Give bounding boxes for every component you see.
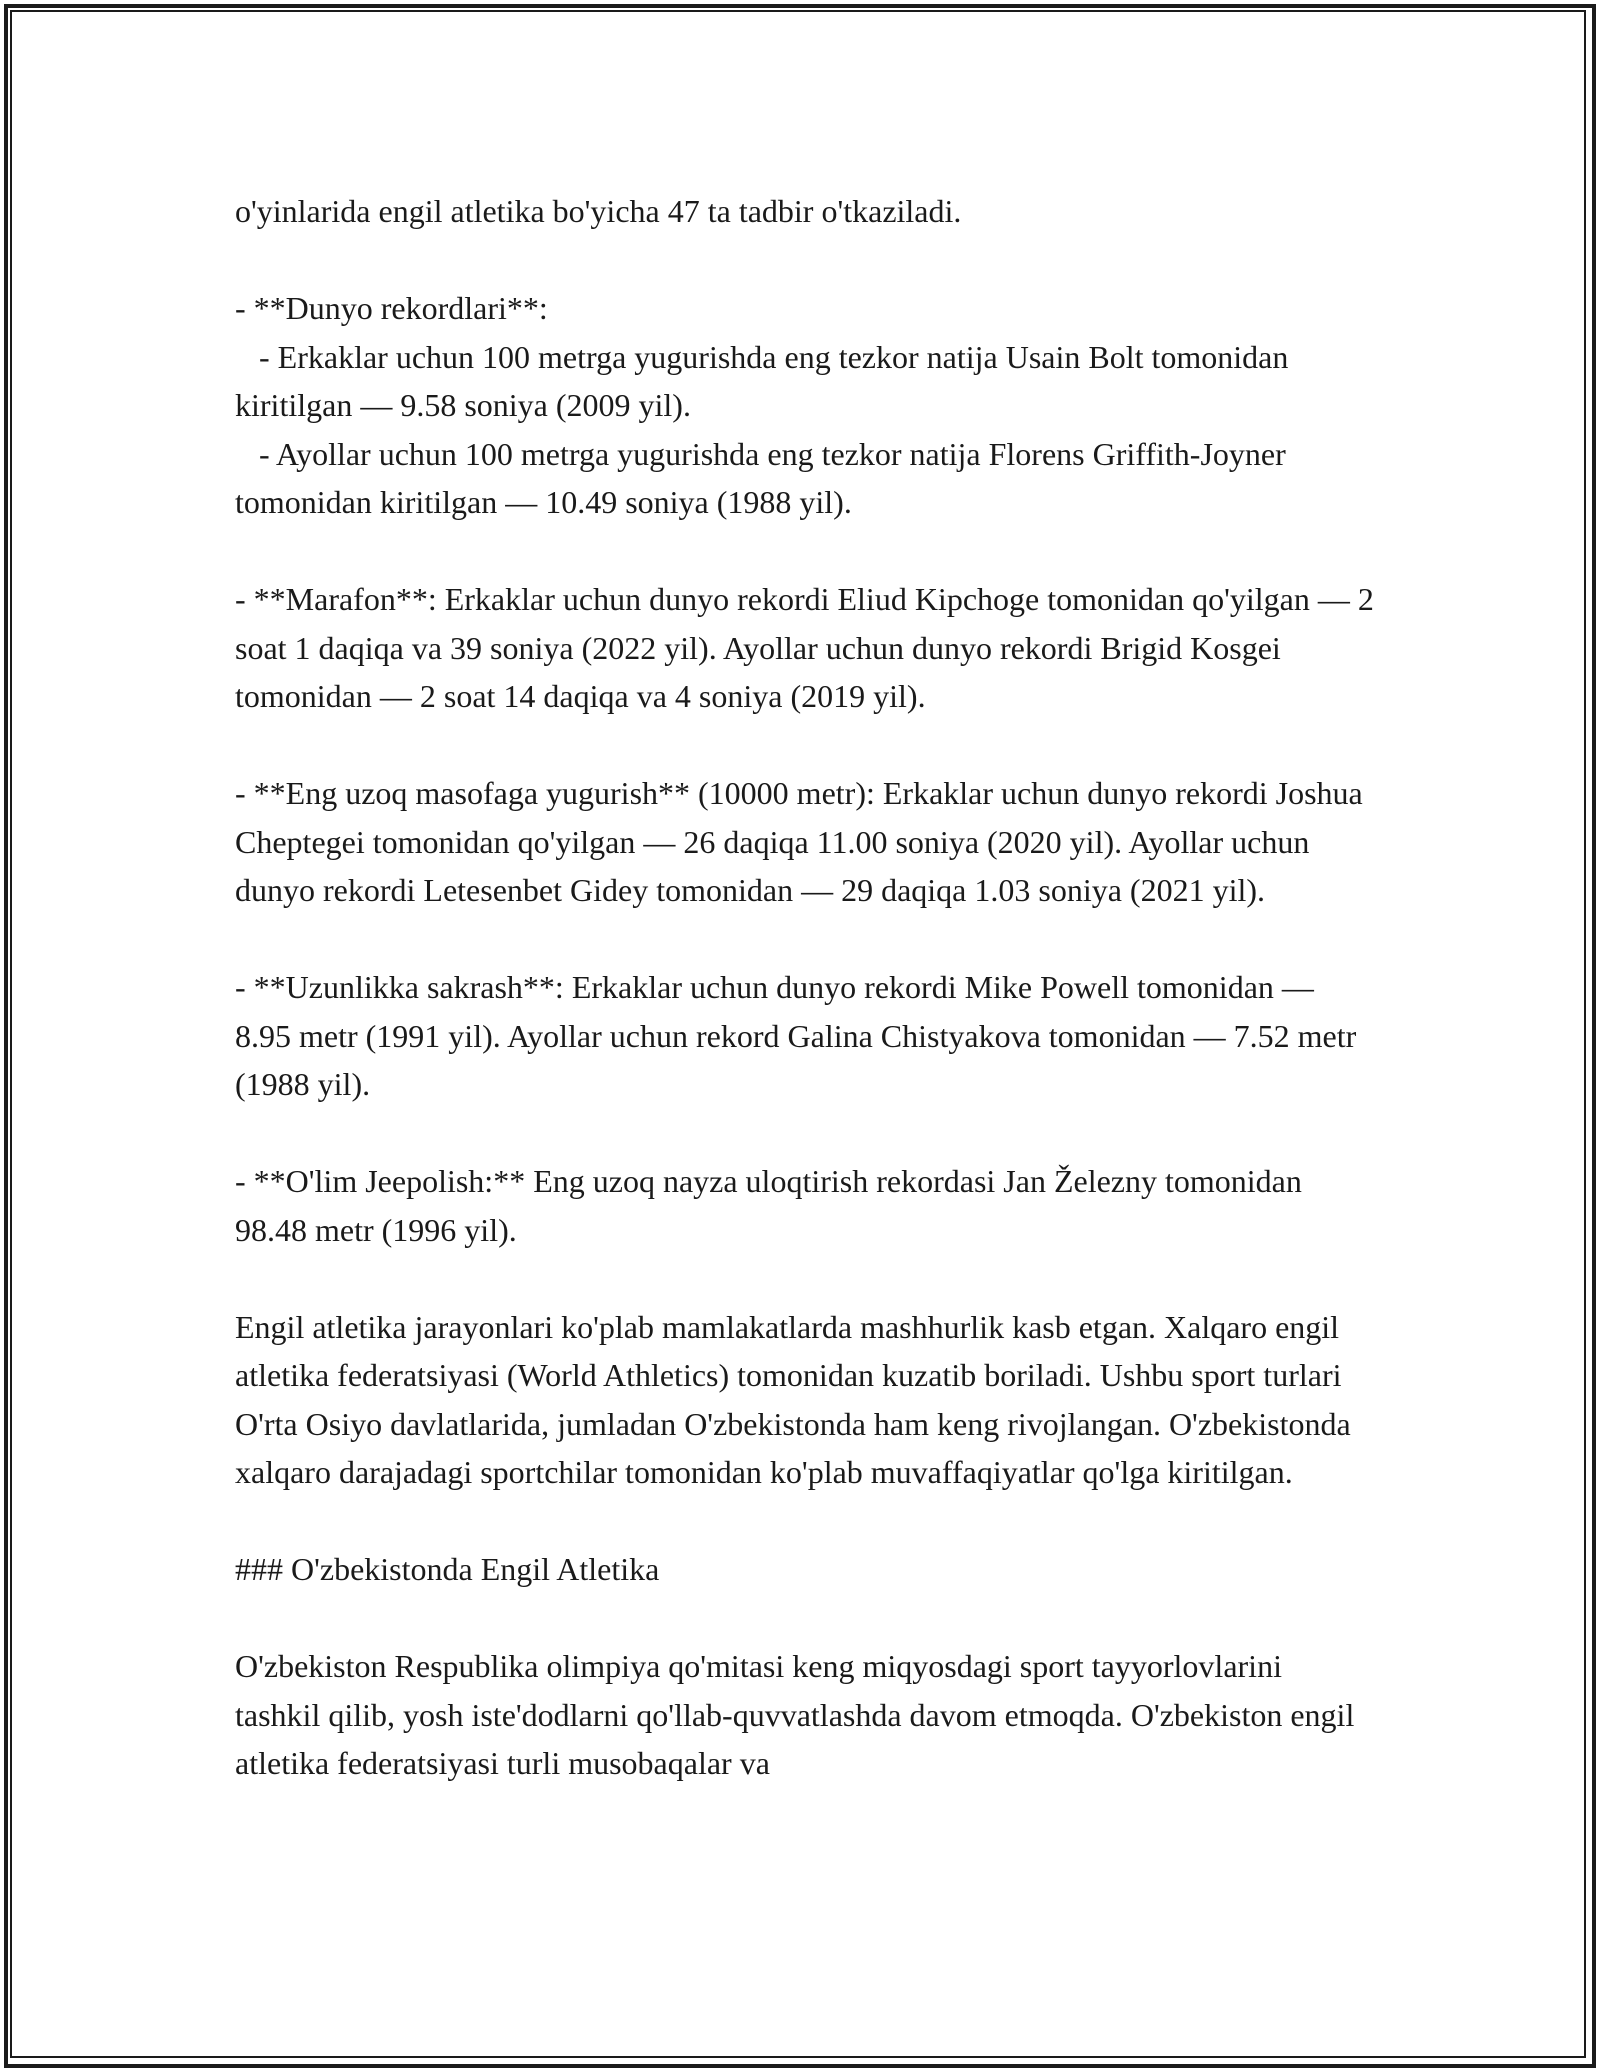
paragraph-uzbekistan: O'zbekiston Respublika olimpiya qo'mitasi keng miqyosdagi sport tayyorlovlarini tashkil qilib, yosh iste'dodlarni qo'llab-quvvatlashda davom etmoqda. O'zbekiston engil atletika federatsiyasi turli musobaqalar va: [235, 1648, 1363, 1781]
paragraph-world-records: - **Dunyo rekordlari**: - Erkaklar uchun 100 metrga yugurishda eng tezkor natija Usain Bolt tomonidan kiritilgan — 9.58 soniya (2009 yil). - Ayollar uchun 100 metrga yugurishda eng tezkor natija Florens Griffith-Joyner tomonidan kiritilgan — 10.49 soniya (1988 yil).: [235, 290, 1289, 520]
document-body: [235, 187, 1382, 1836]
paragraph-popularity: Engil atletika jarayonlari ko'plab mamlakatlarda mashhurlik kasb etgan. Xalqaro engil atletika federatsiyasi (World Athletics) tomonidan kuzatib boriladi. Ushbu sport turlari O'rta Osiyo davlatlarida, jumladan O'zbekistonda ham keng rivojlangan. O'zbekistonda xalqaro darajadagi sportchilar tomonidan ko'plab muvaffaqiyatlar qo'lga kiritilgan.: [235, 1308, 1359, 1490]
paragraph-long-jump: - **Uzunlikka sakrash**: Erkaklar uchun dunyo rekordi Mike Powell tomonidan — 8.95 metr (1991 yil). Ayollar uchun rekord Galina Chistyakova tomonidan — 7.52 metr (1988 yil).: [235, 969, 1365, 1102]
paragraph-intro: o'yinlarida engil atletika bo'yicha 47 ta tadbir o'tkaziladi.: [235, 193, 962, 229]
paragraph-marathon: - **Marafon**: Erkaklar uchun dunyo rekordi Eliud Kipchoge tomonidan qo'yilgan — 2 soat 1 daqiqa va 39 soniya (2022 yil). Ayollar uchun dunyo rekordi Brigid Kosgei tomonidan — 2 soat 14 daqiqa va 4 soniya (2019 yil).: [235, 581, 1382, 714]
section-heading: ### O'zbekistonda Engil Atletika: [235, 1551, 660, 1587]
paragraph-javelin: - **O'lim Jeepolish:** Eng uzoq nayza uloqtirish rekordasi Jan Železny tomonidan 98.48 metr (1996 yil).: [235, 1163, 1310, 1248]
paragraph-long-distance: - **Eng uzoq masofaga yugurish** (10000 metr): Erkaklar uchun dunyo rekordi Joshua Cheptegei tomonidan qo'yilgan — 26 daqiqa 11.00 soniya (2020 yil). Ayollar uchun dunyo rekordi Letesenbet Gidey tomonidan — 29 daqiqa 1.03 soniya (2021 yil).: [235, 775, 1371, 908]
